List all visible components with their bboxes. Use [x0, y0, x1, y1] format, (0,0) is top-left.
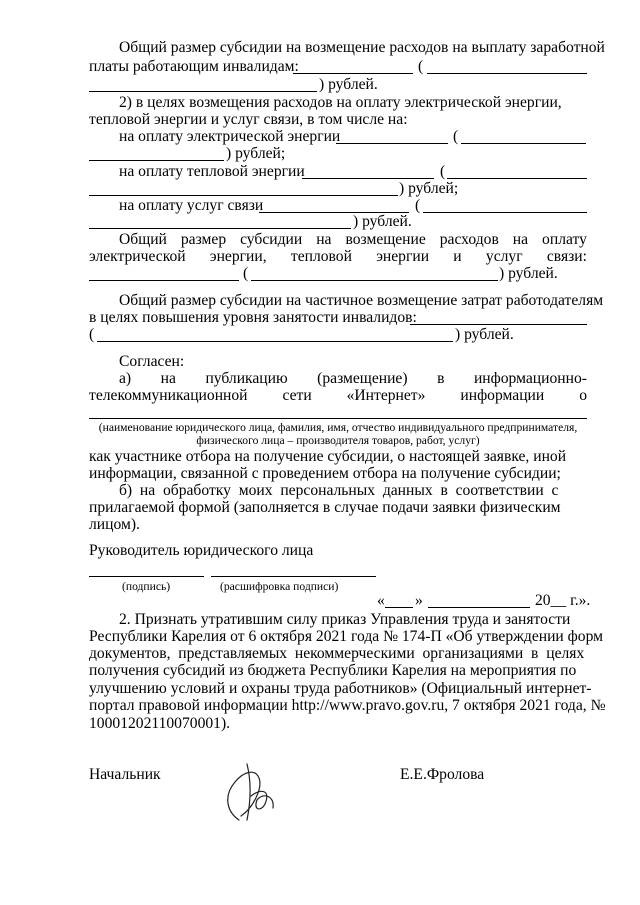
point2-line-5: улучшению условий и охраны труда работников» (Официальный интернет-	[89, 680, 592, 697]
employment-amount-blank[interactable]	[410, 324, 587, 325]
heat-words-blank[interactable]	[447, 178, 587, 179]
signature-decode-blank[interactable]	[211, 576, 376, 577]
consent-a-line-3: как участнике отбора на получение субсидии, о настоящей заявке, иной	[89, 448, 567, 465]
point2-line-6: портал правовой информации http://www.pravo.gov.ru, 7 октября 2021 года, №	[89, 697, 606, 714]
heat-tail: ) рублей;	[399, 180, 459, 197]
date-year: 20__ г.».	[535, 592, 591, 609]
consent-title: Согласен:	[119, 353, 185, 370]
head-title: Руководитель юридического лица	[89, 542, 314, 559]
applicant-name-caption-2: физического лица – производителя товаров, работ, услуг)	[196, 434, 480, 447]
employment-total-tail: ) рублей.	[455, 326, 514, 343]
energy-total-line-2: электрической энергии, тепловой энергии и услуг связи:	[89, 248, 587, 265]
salary-amount-words-blank[interactable]	[427, 73, 587, 74]
footer-position: Начальник	[89, 766, 161, 783]
point2-line-2: Республики Карелия от 6 октября 2021 года № 174-П «Об утверждении форм	[89, 628, 604, 645]
energy-total-tail: ) рублей.	[499, 265, 558, 282]
applicant-name-blank[interactable]	[89, 418, 587, 419]
comm-words-blank-2[interactable]	[89, 228, 351, 229]
consent-a-line-1: а) на публикацию (размещение) в информационно-	[119, 370, 587, 387]
handwritten-signature	[217, 762, 279, 824]
consent-a-line-4: информации, связанной с проведением отбора на получение субсидии;	[89, 465, 561, 482]
item2-line-1: 2) в целях возмещения расходов на оплату электрической энергии,	[119, 94, 562, 111]
salary-amount-words-blank-2[interactable]	[89, 91, 317, 92]
energy-total-line-1: Общий размер субсидии на возмещение расходов на оплату	[119, 231, 587, 248]
heat-words-blank-2[interactable]	[89, 195, 398, 196]
point2-line-3: документов, представляемых некоммерческими организациями в целях	[89, 645, 585, 662]
employment-total-line-2: в целях повышения уровня занятости инвалидов:	[89, 309, 417, 326]
salary-total-line-2: платы работающим инвалидам:	[89, 58, 299, 75]
footer-name: Е.Е.Фролова	[400, 766, 485, 783]
salary-total-tail: ) рублей.	[319, 76, 378, 93]
applicant-name-caption-1: (наименование юридического лица, фамилия, имя, отчество индивидуального предпринимателя,	[98, 421, 578, 434]
electric-amount-blank[interactable]	[336, 143, 448, 144]
consent-b-line-2: прилагаемой формой (заполняется в случае подачи заявки физическим	[89, 499, 561, 516]
signature-decode-caption: (расшифровка подписи)	[220, 580, 339, 593]
date-close-quote: »	[415, 592, 423, 609]
salary-total-line-1: Общий размер субсидии на возмещение расходов на выплату заработной	[119, 39, 605, 56]
consent-b-line-1: б) на обработку моих персональных данных в соответствии с	[119, 482, 559, 499]
employment-words-blank[interactable]	[97, 341, 453, 342]
signature-caption: (подпись)	[122, 580, 171, 593]
electric-tail: ) рублей;	[226, 145, 286, 162]
date-month-blank[interactable]	[428, 607, 530, 608]
point2-line-4: получения субсидий из бюджета Республики Карелия на мероприятия по	[89, 662, 577, 679]
employment-total-line-1: Общий размер субсидии на частичное возмещение затрат работодателям	[119, 292, 604, 309]
comm-words-blank[interactable]	[423, 212, 587, 213]
energy-words-blank[interactable]	[251, 280, 498, 281]
electric-label: на оплату электрической энергии	[119, 128, 341, 145]
energy-amount-blank[interactable]	[89, 280, 239, 281]
consent-b-line-3: лицом).	[89, 516, 140, 533]
salary-amount-blank[interactable]	[293, 73, 413, 74]
heat-amount-blank[interactable]	[302, 178, 434, 179]
date-day-blank[interactable]	[385, 607, 413, 608]
point2-line-7: 10001202110070001).	[89, 715, 231, 732]
electric-words-blank-2[interactable]	[89, 160, 224, 161]
comm-label: на оплату услуг связи	[119, 197, 264, 214]
point2-line-1: 2. Признать утратившим силу приказ Управления труда и занятости	[119, 611, 571, 628]
date-open-quote: «	[377, 592, 385, 609]
electric-words-blank[interactable]	[461, 143, 586, 144]
item2-line-2: тепловой энергии и услуг связи, в том числе на:	[89, 111, 408, 128]
heat-label: на оплату тепловой энергии	[119, 163, 305, 180]
comm-tail: ) рублей.	[353, 213, 412, 230]
signature-blank[interactable]	[89, 576, 204, 577]
consent-a-line-2: телекоммуникационной сети «Интернет» информации о	[89, 387, 587, 404]
